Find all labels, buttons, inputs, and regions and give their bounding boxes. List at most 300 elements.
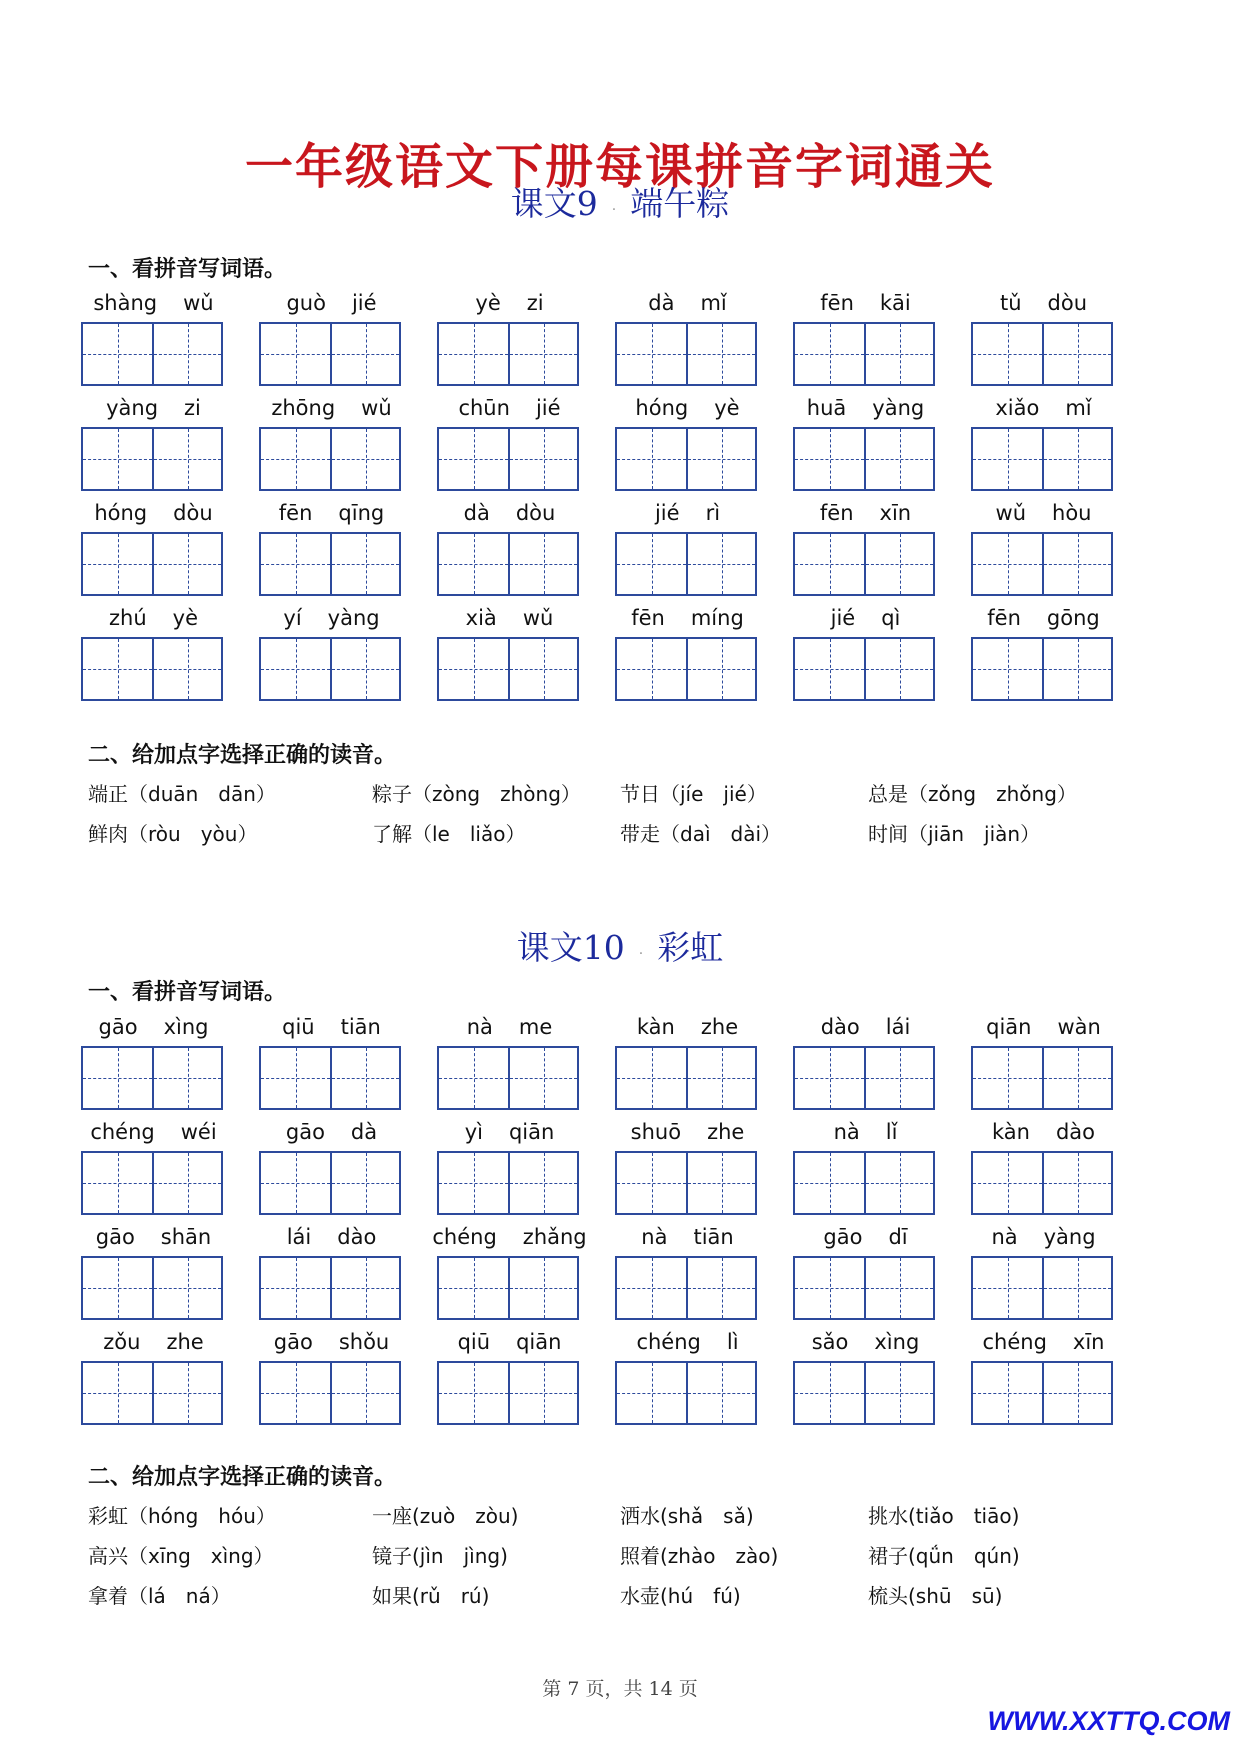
tian-zi-ge-box[interactable] xyxy=(686,1363,755,1423)
lesson-subtitle: 端午粽 xyxy=(630,184,730,223)
tian-zi-ge-box[interactable] xyxy=(617,1258,686,1318)
pinyin-syllable: fēn xyxy=(631,606,665,630)
tian-zi-ge-box[interactable] xyxy=(439,429,508,489)
tian-zi-ge-box[interactable] xyxy=(795,1258,864,1318)
tian-zi-ge-box[interactable] xyxy=(439,534,508,594)
tian-zi-ge-box[interactable] xyxy=(864,1153,933,1213)
word-cell xyxy=(615,286,760,386)
tian-zi-ge-box[interactable] xyxy=(1042,1048,1111,1108)
writing-box-pair[interactable] xyxy=(259,1046,401,1110)
tian-zi-ge-box[interactable] xyxy=(617,534,686,594)
pinyin-syllable: tiān xyxy=(340,1015,381,1039)
word-cell xyxy=(615,1325,760,1425)
word-cell xyxy=(259,1115,404,1215)
tian-zi-ge-box[interactable] xyxy=(864,534,933,594)
tian-zi-ge-box[interactable] xyxy=(973,429,1042,489)
pinyin-label xyxy=(81,1010,226,1044)
pinyin-label xyxy=(971,1325,1116,1359)
pinyin-syllable: zǒu xyxy=(103,1330,141,1354)
pinyin-syllable: dòu xyxy=(515,501,556,525)
writing-box-pair[interactable] xyxy=(793,427,935,491)
pinyin-label xyxy=(615,1325,760,1359)
tian-zi-ge-box[interactable] xyxy=(686,429,755,489)
pinyin-label xyxy=(437,1115,582,1149)
tian-zi-ge-box[interactable] xyxy=(508,534,577,594)
pinyin-label xyxy=(793,1115,938,1149)
pinyin-syllable: qì xyxy=(881,606,901,630)
tian-zi-ge-box[interactable] xyxy=(439,1258,508,1318)
writing-box-pair[interactable] xyxy=(437,1256,579,1320)
tian-zi-ge-box[interactable] xyxy=(152,429,221,489)
pinyin-syllable: nà xyxy=(833,1120,860,1144)
pinyin-grid xyxy=(81,286,1181,706)
tian-zi-ge-box[interactable] xyxy=(83,534,152,594)
pinyin-label xyxy=(437,391,582,425)
tian-zi-ge-box[interactable] xyxy=(83,1153,152,1213)
tian-zi-ge-box[interactable] xyxy=(973,639,1042,699)
writing-box-pair[interactable] xyxy=(81,1151,223,1215)
tian-zi-ge-box[interactable] xyxy=(795,534,864,594)
pinyin-syllable: tiān xyxy=(693,1225,734,1249)
writing-box-pair[interactable] xyxy=(793,637,935,701)
writing-box-pair[interactable] xyxy=(793,1046,935,1110)
pinyin-syllable: qiū xyxy=(282,1015,315,1039)
pinyin-label xyxy=(971,1220,1116,1254)
word-cell xyxy=(793,286,938,386)
tian-zi-ge-box[interactable] xyxy=(261,1363,330,1423)
tian-zi-ge-box[interactable] xyxy=(1042,639,1111,699)
pinyin-syllable: xīn xyxy=(879,501,912,525)
writing-box-pair[interactable] xyxy=(793,322,935,386)
tian-zi-ge-box[interactable] xyxy=(330,429,399,489)
tian-zi-ge-box[interactable] xyxy=(261,324,330,384)
writing-box-pair[interactable] xyxy=(259,1151,401,1215)
tian-zi-ge-box[interactable] xyxy=(152,1153,221,1213)
reading-choice: 镜子(jìn jìng) xyxy=(372,1544,508,1568)
tian-zi-ge-box[interactable] xyxy=(686,639,755,699)
reading-choice: 挑水(tiǎo tiāo) xyxy=(868,1504,1020,1528)
writing-box-pair[interactable] xyxy=(615,322,757,386)
tian-zi-ge-box[interactable] xyxy=(439,1363,508,1423)
reading-choice: 拿着（lá ná） xyxy=(88,1584,231,1608)
section-heading-pinyin: 一、看拼音写词语。 xyxy=(88,257,287,282)
tian-zi-ge-box[interactable] xyxy=(330,639,399,699)
pinyin-syllable: fēn xyxy=(987,606,1021,630)
writing-box-pair[interactable] xyxy=(793,532,935,596)
tian-zi-ge-box[interactable] xyxy=(508,324,577,384)
writing-box-pair[interactable] xyxy=(437,427,579,491)
tian-zi-ge-box[interactable] xyxy=(795,1048,864,1108)
pinyin-label xyxy=(971,286,1116,320)
pinyin-syllable: qiān xyxy=(508,1120,555,1144)
tian-zi-ge-box[interactable] xyxy=(973,1363,1042,1423)
tian-zi-ge-box[interactable] xyxy=(508,639,577,699)
word-cell xyxy=(437,391,582,491)
pinyin-syllable: me xyxy=(518,1015,553,1039)
reading-choice: 节日（jíe jié） xyxy=(620,782,767,806)
tian-zi-ge-box[interactable] xyxy=(686,1258,755,1318)
tian-zi-ge-box[interactable] xyxy=(617,639,686,699)
pinyin-syllable: xìng xyxy=(874,1330,920,1354)
reading-choice: 鲜肉（ròu yòu） xyxy=(88,822,258,846)
writing-box-pair[interactable] xyxy=(615,1151,757,1215)
word-cell xyxy=(259,1220,404,1320)
pinyin-syllable: mǐ xyxy=(700,291,727,315)
tian-zi-ge-box[interactable] xyxy=(1042,534,1111,594)
word-cell xyxy=(971,1010,1116,1110)
word-cell xyxy=(81,286,226,386)
word-cell xyxy=(437,1115,582,1215)
pinyin-syllable: gāo xyxy=(285,1120,325,1144)
tian-zi-ge-box[interactable] xyxy=(617,1048,686,1108)
tian-zi-ge-box[interactable] xyxy=(330,324,399,384)
pinyin-syllable: lái xyxy=(885,1015,911,1039)
pinyin-syllable: zhōng xyxy=(271,396,336,420)
tian-zi-ge-box[interactable] xyxy=(152,1363,221,1423)
writing-box-pair[interactable] xyxy=(971,532,1113,596)
tian-zi-ge-box[interactable] xyxy=(795,429,864,489)
page-footer: 第 7 页，共 14 页 xyxy=(542,1678,698,1700)
word-cell xyxy=(259,1325,404,1425)
tian-zi-ge-box[interactable] xyxy=(864,324,933,384)
word-cell xyxy=(81,1010,226,1110)
word-cell xyxy=(259,496,404,596)
pinyin-label xyxy=(793,286,938,320)
word-cell xyxy=(793,1115,938,1215)
writing-box-pair[interactable] xyxy=(615,532,757,596)
reading-row xyxy=(88,1500,1188,1540)
pinyin-label xyxy=(259,1220,404,1254)
word-cell xyxy=(437,1010,582,1110)
tian-zi-ge-box[interactable] xyxy=(261,639,330,699)
writing-box-pair[interactable] xyxy=(971,322,1113,386)
writing-box-pair[interactable] xyxy=(259,637,401,701)
pinyin-syllable: fēn xyxy=(820,291,854,315)
pinyin-syllable: dà xyxy=(648,291,675,315)
writing-box-pair[interactable] xyxy=(615,1046,757,1110)
grid-row xyxy=(81,496,1181,601)
tian-zi-ge-box[interactable] xyxy=(973,1153,1042,1213)
pinyin-syllable: zhǎng xyxy=(522,1225,587,1249)
writing-box-pair[interactable] xyxy=(615,427,757,491)
pinyin-syllable: chéng xyxy=(982,1330,1047,1354)
tian-zi-ge-box[interactable] xyxy=(152,324,221,384)
word-cell xyxy=(971,496,1116,596)
section-heading-reading: 二、给加点字选择正确的读音。 xyxy=(88,743,397,768)
word-cell xyxy=(971,391,1116,491)
tian-zi-ge-box[interactable] xyxy=(795,1363,864,1423)
grid-row xyxy=(81,286,1181,391)
pinyin-syllable: lái xyxy=(286,1225,312,1249)
tian-zi-ge-box[interactable] xyxy=(973,1258,1042,1318)
tian-zi-ge-box[interactable] xyxy=(152,639,221,699)
word-cell xyxy=(793,391,938,491)
tian-zi-ge-box[interactable] xyxy=(83,429,152,489)
writing-box-pair[interactable] xyxy=(259,1256,401,1320)
writing-box-pair[interactable] xyxy=(437,637,579,701)
tian-zi-ge-box[interactable] xyxy=(864,1258,933,1318)
word-cell xyxy=(615,601,760,701)
word-cell xyxy=(793,1325,938,1425)
pinyin-syllable: zi xyxy=(184,396,201,420)
pinyin-label xyxy=(259,601,404,635)
pinyin-syllable: hóng xyxy=(635,396,689,420)
pinyin-syllable: dà xyxy=(350,1120,378,1144)
pinyin-syllable: dào xyxy=(1055,1120,1096,1144)
writing-box-pair[interactable] xyxy=(437,532,579,596)
tian-zi-ge-box[interactable] xyxy=(439,1048,508,1108)
writing-box-pair[interactable] xyxy=(81,532,223,596)
writing-box-pair[interactable] xyxy=(81,637,223,701)
pinyin-label xyxy=(615,1010,760,1044)
word-cell xyxy=(793,1220,938,1320)
tian-zi-ge-box[interactable] xyxy=(973,534,1042,594)
word-cell xyxy=(437,496,582,596)
lesson-number: 课文10 xyxy=(516,928,625,967)
pinyin-syllable: qiān xyxy=(516,1330,562,1354)
tian-zi-ge-box[interactable] xyxy=(686,534,755,594)
tian-zi-ge-box[interactable] xyxy=(83,639,152,699)
tian-zi-ge-box[interactable] xyxy=(1042,324,1111,384)
writing-box-pair[interactable] xyxy=(971,1361,1113,1425)
section-heading-pinyin: 一、看拼音写词语。 xyxy=(88,980,287,1005)
tian-zi-ge-box[interactable] xyxy=(508,1153,577,1213)
pinyin-syllable: chéng xyxy=(90,1120,155,1144)
lesson-title xyxy=(0,178,1240,225)
tian-zi-ge-box[interactable] xyxy=(261,1153,330,1213)
word-cell xyxy=(793,1010,938,1110)
tian-zi-ge-box[interactable] xyxy=(795,324,864,384)
reading-row xyxy=(88,1540,1188,1580)
pinyin-syllable: gōng xyxy=(1046,606,1100,630)
pinyin-syllable: nà xyxy=(991,1225,1018,1249)
tian-zi-ge-box[interactable] xyxy=(330,1048,399,1108)
writing-box-pair[interactable] xyxy=(793,1256,935,1320)
pinyin-label xyxy=(437,496,582,530)
reading-choice: 梳头(shū sū) xyxy=(868,1584,1003,1608)
pinyin-syllable: fēn xyxy=(819,501,854,525)
tian-zi-ge-box[interactable] xyxy=(330,1258,399,1318)
pinyin-label xyxy=(793,391,938,425)
tian-zi-ge-box[interactable] xyxy=(330,1363,399,1423)
writing-box-pair[interactable] xyxy=(259,532,401,596)
tian-zi-ge-box[interactable] xyxy=(330,1153,399,1213)
word-cell xyxy=(81,601,226,701)
writing-box-pair[interactable] xyxy=(793,1361,935,1425)
tian-zi-ge-box[interactable] xyxy=(686,1153,755,1213)
reading-choice: 粽子（zòng zhòng） xyxy=(372,782,581,806)
pinyin-syllable: dào xyxy=(337,1225,377,1249)
tian-zi-ge-box[interactable] xyxy=(686,1048,755,1108)
tian-zi-ge-box[interactable] xyxy=(439,639,508,699)
pinyin-syllable: mǐ xyxy=(1065,396,1092,420)
tian-zi-ge-box[interactable] xyxy=(152,1048,221,1108)
pinyin-syllable: sǎo xyxy=(811,1330,849,1354)
reading-choice: 彩虹（hóng hóu） xyxy=(88,1504,276,1528)
tian-zi-ge-box[interactable] xyxy=(508,1048,577,1108)
pinyin-syllable: dào xyxy=(820,1015,860,1039)
tian-zi-ge-box[interactable] xyxy=(508,1363,577,1423)
writing-box-pair[interactable] xyxy=(793,1151,935,1215)
writing-box-pair[interactable] xyxy=(971,1046,1113,1110)
grid-row xyxy=(81,391,1181,496)
tian-zi-ge-box[interactable] xyxy=(1042,1153,1111,1213)
pinyin-syllable: wéi xyxy=(180,1120,217,1144)
pinyin-syllable: xià xyxy=(465,606,497,630)
tian-zi-ge-box[interactable] xyxy=(508,429,577,489)
word-cell xyxy=(432,1220,587,1320)
tian-zi-ge-box[interactable] xyxy=(1042,1363,1111,1423)
pinyin-label xyxy=(793,496,938,530)
tian-zi-ge-box[interactable] xyxy=(152,1258,221,1318)
pinyin-label xyxy=(81,1220,226,1254)
writing-box-pair[interactable] xyxy=(437,1046,579,1110)
pinyin-syllable: hóng xyxy=(94,501,148,525)
reading-choice: 时间（jiān jiàn） xyxy=(868,822,1041,846)
pinyin-syllable: shǒu xyxy=(338,1330,390,1354)
writing-box-pair[interactable] xyxy=(81,1361,223,1425)
pinyin-syllable: wǔ xyxy=(995,501,1027,525)
pinyin-syllable: shàng xyxy=(93,291,158,315)
pinyin-syllable: yè xyxy=(172,606,198,630)
pinyin-syllable: yàng xyxy=(106,396,159,420)
writing-box-pair[interactable] xyxy=(259,1361,401,1425)
tian-zi-ge-box[interactable] xyxy=(83,1258,152,1318)
writing-box-pair[interactable] xyxy=(615,637,757,701)
writing-box-pair[interactable] xyxy=(437,322,579,386)
writing-box-pair[interactable] xyxy=(81,427,223,491)
tian-zi-ge-box[interactable] xyxy=(261,429,330,489)
word-cell xyxy=(971,601,1116,701)
pinyin-syllable: zhú xyxy=(108,606,147,630)
tian-zi-ge-box[interactable] xyxy=(795,1153,864,1213)
reading-choice: 裙子(qǘn qún) xyxy=(868,1544,1020,1568)
writing-box-pair[interactable] xyxy=(615,1256,757,1320)
pinyin-syllable: guò xyxy=(286,291,326,315)
word-cell xyxy=(259,1010,404,1110)
word-cell xyxy=(259,391,404,491)
writing-box-pair[interactable] xyxy=(971,1256,1113,1320)
writing-box-pair[interactable] xyxy=(971,1151,1113,1215)
tian-zi-ge-box[interactable] xyxy=(83,1363,152,1423)
pinyin-syllable: gāo xyxy=(823,1225,863,1249)
pinyin-label xyxy=(259,1010,404,1044)
pinyin-label xyxy=(971,601,1116,635)
tian-zi-ge-box[interactable] xyxy=(261,1258,330,1318)
tian-zi-ge-box[interactable] xyxy=(439,324,508,384)
word-cell xyxy=(81,496,226,596)
writing-box-pair[interactable] xyxy=(615,1361,757,1425)
pinyin-label xyxy=(971,391,1116,425)
writing-box-pair[interactable] xyxy=(437,1151,579,1215)
tian-zi-ge-box[interactable] xyxy=(864,1048,933,1108)
writing-box-pair[interactable] xyxy=(971,427,1113,491)
reading-row xyxy=(88,818,1188,858)
pinyin-label xyxy=(81,601,226,635)
pinyin-label xyxy=(259,1325,404,1359)
pinyin-label xyxy=(81,1115,226,1149)
reading-choice: 照着(zhào zào) xyxy=(620,1544,779,1568)
tian-zi-ge-box[interactable] xyxy=(973,1048,1042,1108)
tian-zi-ge-box[interactable] xyxy=(617,1153,686,1213)
pinyin-label xyxy=(259,391,404,425)
tian-zi-ge-box[interactable] xyxy=(864,429,933,489)
tian-zi-ge-box[interactable] xyxy=(864,639,933,699)
pinyin-syllable: xìng xyxy=(163,1015,209,1039)
tian-zi-ge-box[interactable] xyxy=(617,429,686,489)
word-cell xyxy=(615,1010,760,1110)
pinyin-syllable: wǔ xyxy=(361,396,392,420)
reading-row xyxy=(88,778,1188,818)
tian-zi-ge-box[interactable] xyxy=(617,1363,686,1423)
pinyin-syllable: chūn xyxy=(458,396,510,420)
pinyin-syllable: hòu xyxy=(1052,501,1092,525)
writing-box-pair[interactable] xyxy=(81,1046,223,1110)
pinyin-syllable: jié xyxy=(351,291,377,315)
pinyin-syllable: wǔ xyxy=(183,291,214,315)
tian-zi-ge-box[interactable] xyxy=(973,324,1042,384)
tian-zi-ge-box[interactable] xyxy=(1042,1258,1111,1318)
reading-choice: 端正（duān dān） xyxy=(88,782,276,806)
tian-zi-ge-box[interactable] xyxy=(152,534,221,594)
tian-zi-ge-box[interactable] xyxy=(330,534,399,594)
pinyin-label xyxy=(437,1325,582,1359)
word-cell xyxy=(437,286,582,386)
writing-box-pair[interactable] xyxy=(81,322,223,386)
tian-zi-ge-box[interactable] xyxy=(261,534,330,594)
tian-zi-ge-box[interactable] xyxy=(686,324,755,384)
tian-zi-ge-box[interactable] xyxy=(83,324,152,384)
section-heading-reading: 二、给加点字选择正确的读音。 xyxy=(88,1465,397,1490)
pinyin-grid xyxy=(81,1010,1181,1430)
tian-zi-ge-box[interactable] xyxy=(1042,429,1111,489)
writing-box-pair[interactable] xyxy=(259,427,401,491)
word-cell xyxy=(81,1325,226,1425)
pinyin-label xyxy=(615,286,760,320)
lesson-number: 课文9 xyxy=(510,184,598,223)
watermark: WWW.XXTTQ.COM xyxy=(987,1706,1230,1736)
pinyin-label xyxy=(81,496,226,530)
writing-box-pair[interactable] xyxy=(437,1361,579,1425)
pinyin-syllable: wàn xyxy=(1057,1015,1101,1039)
pinyin-label xyxy=(971,496,1116,530)
writing-box-pair[interactable] xyxy=(81,1256,223,1320)
pinyin-syllable: lì xyxy=(726,1330,739,1354)
tian-zi-ge-box[interactable] xyxy=(83,1048,152,1108)
pinyin-label xyxy=(615,1115,760,1149)
pinyin-syllable: jié xyxy=(535,396,561,420)
pinyin-label xyxy=(615,601,760,635)
tian-zi-ge-box[interactable] xyxy=(508,1258,577,1318)
tian-zi-ge-box[interactable] xyxy=(864,1363,933,1423)
pinyin-syllable: kàn xyxy=(636,1015,675,1039)
tian-zi-ge-box[interactable] xyxy=(795,639,864,699)
writing-box-pair[interactable] xyxy=(971,637,1113,701)
grid-row xyxy=(81,1220,1181,1325)
word-cell xyxy=(971,1325,1116,1425)
pinyin-label xyxy=(615,496,760,530)
reading-choice: 了解（le liǎo） xyxy=(372,822,526,846)
word-cell xyxy=(615,1115,760,1215)
pinyin-syllable: zhe xyxy=(707,1120,745,1144)
word-cell xyxy=(615,1220,760,1320)
writing-box-pair[interactable] xyxy=(259,322,401,386)
reading-choice: 总是（zǒng zhǒng） xyxy=(868,782,1077,806)
tian-zi-ge-box[interactable] xyxy=(439,1153,508,1213)
tian-zi-ge-box[interactable] xyxy=(261,1048,330,1108)
tian-zi-ge-box[interactable] xyxy=(617,324,686,384)
pinyin-label xyxy=(81,1325,226,1359)
